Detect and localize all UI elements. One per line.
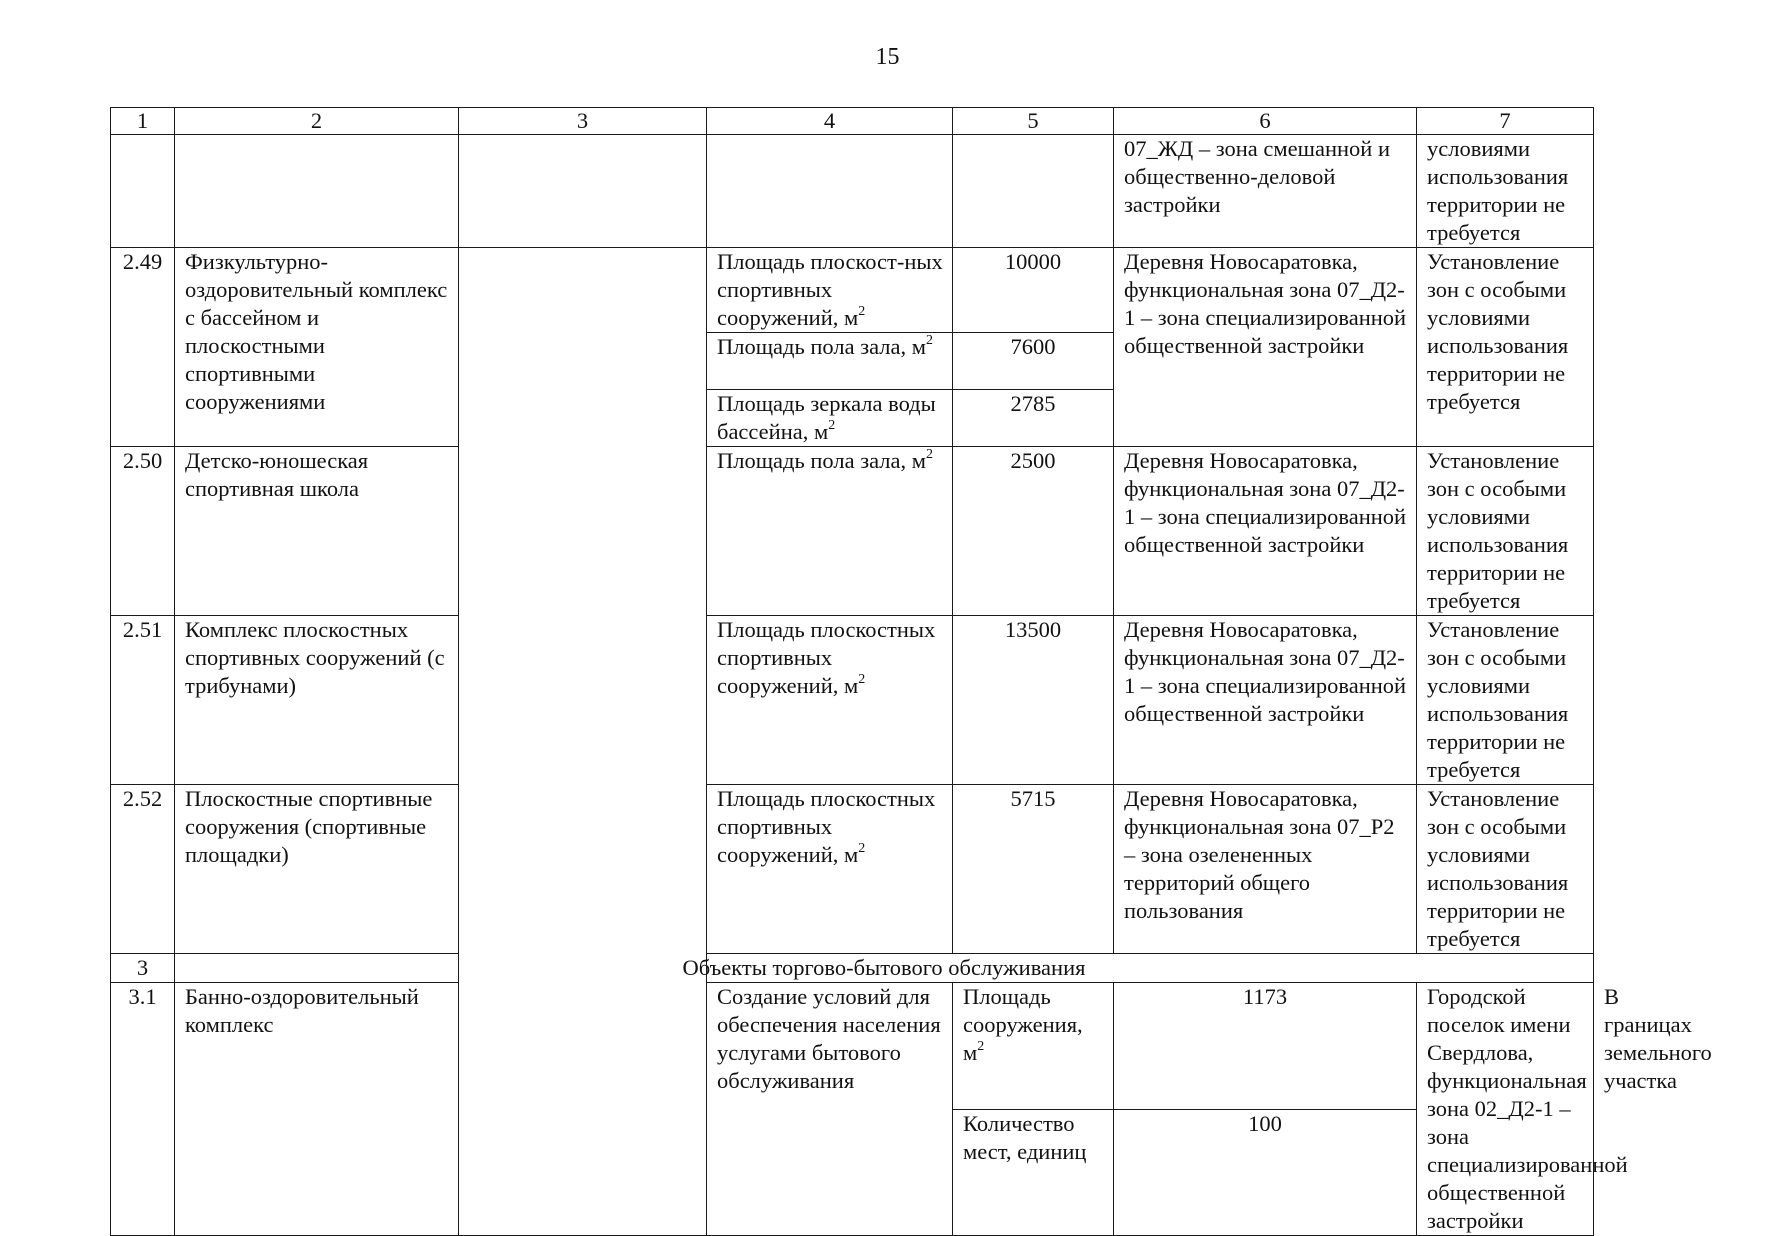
row-number: 2.50 <box>111 447 175 616</box>
zones-cell: Установление зон с особыми условиями использования территории не требуется <box>1417 785 1594 954</box>
table-row <box>111 785 1594 954</box>
header-cell-7: 7 <box>1417 108 1594 135</box>
cont-col2 <box>175 135 459 248</box>
section-title: Объекты торгово-бытового обслуживания <box>175 954 1594 983</box>
param-label: Количество мест, единиц <box>953 1109 1114 1236</box>
row-number: 2.52 <box>111 785 175 954</box>
location-cell: Городской поселок имени Свердлова, функциональная зона 02_Д2-1 – зона специализированной общественной застройки <box>1417 983 1594 1236</box>
object-name: Детско-юношеская спортивная школа <box>175 447 459 616</box>
header-cell-1: 1 <box>111 108 175 135</box>
table-row <box>111 248 1594 333</box>
param-value: 7600 <box>953 333 1114 390</box>
param-label: Площадь зеркала воды бассейна, $м^2$ <box>707 390 953 447</box>
cont-col5 <box>953 135 1114 248</box>
cont-col1 <box>111 135 175 248</box>
location-cell: Деревня Новосаратовка, функциональная зона 07_Д2-1 – зона специализированной общественной застройки <box>1114 447 1417 616</box>
zones-cell: Установление зон с особыми условиями использования территории не требуется <box>1417 616 1594 785</box>
continuation-row <box>111 135 1594 248</box>
table-row <box>111 447 1594 616</box>
section-row <box>111 954 1594 983</box>
row-number: 3.1 <box>111 983 175 1236</box>
location-cell: Деревня Новосаратовка, функциональная зона 07_Д2-1 – зона специализированной общественной застройки <box>1114 248 1417 447</box>
document-table <box>110 107 1712 1236</box>
param-value: 2500 <box>953 447 1114 616</box>
header-cell-4: 4 <box>707 108 953 135</box>
param-label: Площадь сооружения, $м^2$ <box>953 983 1114 1110</box>
header-cell-6: 6 <box>1114 108 1417 135</box>
param-value: 5715 <box>953 785 1114 954</box>
purpose-cell: Создание условий для обеспечения населения услугами бытового обслуживания <box>707 983 953 1236</box>
table-row <box>111 616 1594 785</box>
zones-cell: Установление зон с особыми условиями использования территории не требуется <box>1417 447 1594 616</box>
header-cell-3: 3 <box>459 108 707 135</box>
param-value: 2785 <box>953 390 1114 447</box>
param-value: 100 <box>1114 1109 1417 1236</box>
param-value: 10000 <box>953 248 1114 333</box>
page-number: 15 <box>875 44 900 70</box>
row-number: 2.49 <box>111 248 175 447</box>
header-row <box>111 108 1594 135</box>
param-value: 1173 <box>1114 983 1417 1110</box>
header-cell-2: 2 <box>175 108 459 135</box>
cont-col3 <box>459 135 707 248</box>
table-row: 3.1 Банно-оздоровительный комплекс Создание условий для обеспечения населения услугами бытового обслуживания Площадь сооружения, $м^2$ 1173 Городской поселок имени Свердлова, функциональная зона 02_Д2-1 – зона специализированной общественной застройки В границах земельного участка <box>111 983 1594 1110</box>
header-cell-5: 5 <box>953 108 1114 135</box>
param-label: Площадь плоскостных спортивных сооружений, $м^2$ <box>707 616 953 785</box>
purpose-cell <box>459 248 707 1236</box>
location-cell: Деревня Новосаратовка, функциональная зона 07_Р2 – зона озелененных территорий общего пользования <box>1114 785 1417 954</box>
row-number: 2.51 <box>111 616 175 785</box>
cont-zones: условиями использования территории не требуется <box>1417 135 1594 248</box>
object-name: Физкультурно-оздоровительный комплекс с бассейном и плоскостными спортивными сооружениями <box>175 248 459 447</box>
param-value: 13500 <box>953 616 1114 785</box>
section-number: 3 <box>111 954 175 983</box>
param-label: Площадь плоскост-ных спортивных сооружений, $м^2$ <box>707 248 953 333</box>
object-name: Банно-оздоровительный комплекс <box>175 983 459 1236</box>
zones-cell: Установление зон с особыми условиями использования территории не требуется <box>1417 248 1594 447</box>
object-name: Комплекс плоскостных спортивных сооружений (с трибунами) <box>175 616 459 785</box>
param-label: Площадь пола зала, $м^2$ <box>707 333 953 390</box>
param-label: Площадь пола зала, $м^2$ <box>707 447 953 616</box>
object-name: Плоскостные спортивные сооружения (спортивные площадки) <box>175 785 459 954</box>
location-cell: Деревня Новосаратовка, функциональная зона 07_Д2-1 – зона специализированной общественной застройки <box>1114 616 1417 785</box>
param-label: Площадь плоскостных спортивных сооружений, $м^2$ <box>707 785 953 954</box>
cont-location: 07_ЖД – зона смешанной и общественно-деловой застройки <box>1114 135 1417 248</box>
cont-col4 <box>707 135 953 248</box>
